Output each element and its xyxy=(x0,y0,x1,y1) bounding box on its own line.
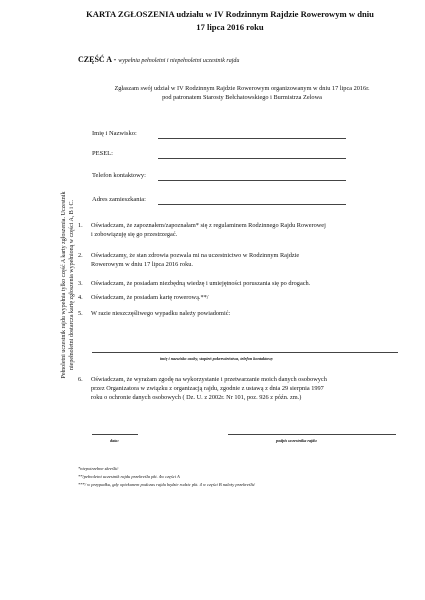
footnote-1: *niepotrzebne skreślić xyxy=(78,466,119,471)
declaration-number: 3. xyxy=(78,280,83,287)
side-note-line2: niepełnoletni dostarcza kartę zgłoszenia wypełnioną w części A, B i C. xyxy=(69,200,75,370)
declaration-4 xyxy=(78,294,398,304)
declaration-text: roku o ochronie danych osobowych ( Dz. U. z 2002r. Nr 101, poz. 926 z późn. zm.) xyxy=(91,393,302,401)
declaration-text: Oświadczam, że wyrażam zgodę na wykorzystanie i przetwarzanie moich danych osobowych xyxy=(91,376,327,383)
declaration-number: 1. xyxy=(78,222,83,229)
side-note-line1: Pełnoletni uczestnik rajdu wypełnia tylko część A karty zgłoszenia. Uczestnik xyxy=(61,191,67,379)
declaration-1 xyxy=(78,222,398,242)
intro-line1: Zgłaszam swój udział w IV Rodzinnym Rajdzie Rowerowym organizowanym w dniu 17 lipca 2016r. xyxy=(114,85,370,92)
declaration-number: 2. xyxy=(78,252,83,259)
form-title-line2: 17 lipca 2016 roku xyxy=(196,22,264,32)
emergency-contact-caption: imię i nazwisko osoby, stopień pokrewieństwa, telefon kontaktowy xyxy=(160,356,274,361)
name-field[interactable] xyxy=(158,138,346,139)
section-subtitle: wypełnia pełnoletni i niepełnoletni uczestnik rajdu xyxy=(118,58,240,64)
declaration-text: Rowerowym w dniu 17 lipca 2016 roku. xyxy=(91,260,193,268)
signature-field[interactable] xyxy=(228,434,396,435)
section-label: CZĘŚĆ A - xyxy=(78,55,117,64)
declaration-6 xyxy=(78,376,398,404)
declaration-number: 4. xyxy=(78,294,83,301)
pesel-label: PESEL: xyxy=(92,150,113,157)
name-label: Imię i Nazwisko: xyxy=(92,130,137,137)
footnote-3: ***/ w przypadku, gdy opiekunem podczas rajdu będzie rodzic pkt. 4 w części B należy przekreślić xyxy=(78,482,256,487)
declaration-text: Oświadczamy, że stan zdrowia pozwala mi na uczestnictwo w Rodzinnym Rajdzie xyxy=(91,252,300,259)
date-caption: data: xyxy=(110,438,119,443)
intro-line2: pod patronatem Starosty Bełchatowskiego i Burmistrza Zelowa xyxy=(162,94,322,101)
declaration-text: W razie nieszczęśliwego wypadku należy powiadomić: xyxy=(91,310,231,317)
declaration-text: Oświadczam, że posiadam kartę rowerową.**/ xyxy=(91,294,209,301)
phone-label: Telefon kontaktowy: xyxy=(92,172,146,179)
pesel-field[interactable] xyxy=(158,158,346,159)
declaration-text: Oświadczam, że zapoznałem/zapoznałam* się z regulaminem Rodzinnego Rajdu Rowerowej xyxy=(91,222,326,229)
footnote-2: **/pełnoletni uczestnik rajdu przekreśla pkt. 4w części A xyxy=(78,474,180,479)
signature-caption: podpis uczestnika rajdu xyxy=(276,438,317,443)
declaration-number: 5. xyxy=(78,310,83,317)
date-field[interactable] xyxy=(92,434,138,435)
declaration-number: 6. xyxy=(78,376,83,383)
declaration-text: Oświadczam, że posiadam niezbędną wiedzę i umiejętności poruszania się po drogach. xyxy=(91,280,311,287)
declaration-2 xyxy=(78,252,398,272)
side-note xyxy=(60,120,76,450)
section-heading xyxy=(78,55,239,64)
declaration-5 xyxy=(78,310,398,320)
address-field[interactable] xyxy=(158,204,346,205)
phone-field[interactable] xyxy=(158,180,346,181)
form-title-line1: KARTA ZGŁOSZENIA udziału w IV Rodzinnym Rajdzie Rowerowym w dniu xyxy=(86,9,374,19)
address-label: Adres zamieszkania: xyxy=(92,196,146,203)
declaration-3 xyxy=(78,280,398,290)
declaration-text: i zobowiązuję się go przestrzegać. xyxy=(91,230,178,238)
declaration-text: przez Organizatora w związku z organizacją rajdu, zgodnie z ustawą z dnia 29 sierpnia 1997 xyxy=(91,384,324,392)
emergency-contact-field[interactable] xyxy=(92,352,398,353)
